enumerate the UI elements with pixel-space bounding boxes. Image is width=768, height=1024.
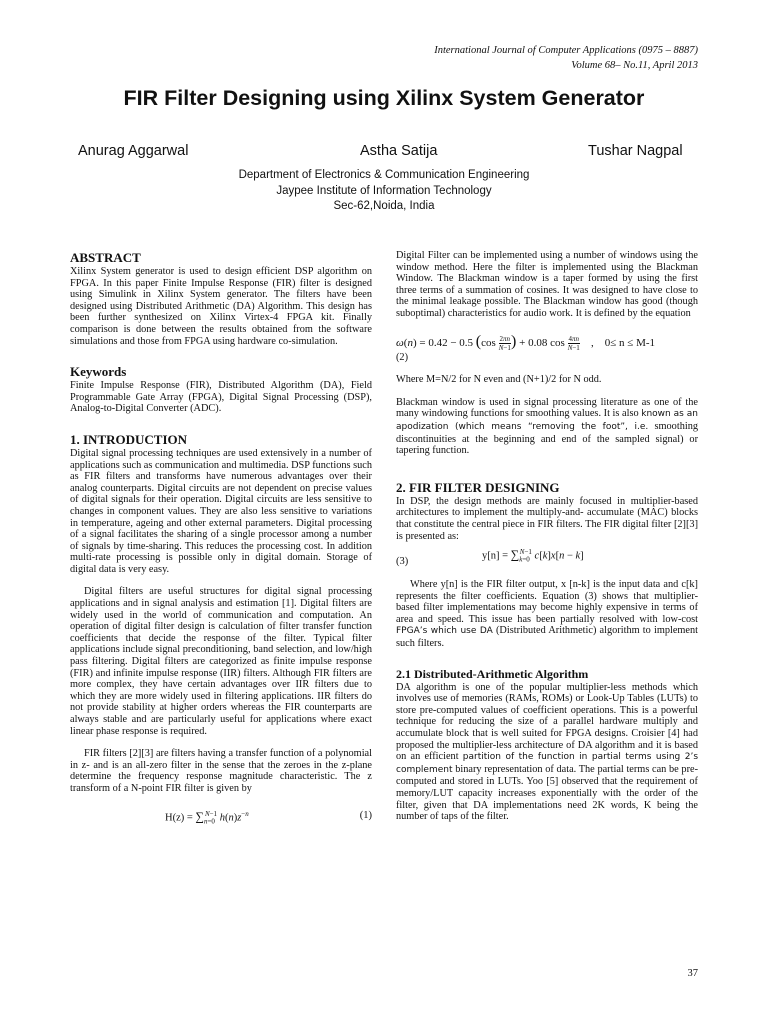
fir-designing-text-b: FPGA’s which use DA bbox=[396, 626, 493, 637]
fir-designing-paragraph-1: In DSP, the design methods are mainly focused in multiplier-based architectures to implement the multiply-and- accumulate (MAC) blocks that constitute the central piece in FIR filters. The FIR digital filter [2][3] is presented as: bbox=[396, 495, 698, 542]
keywords-heading: Keywords bbox=[70, 364, 127, 380]
equation-3-formula: $y[n] = \sum_{k=0}^{N-1}$ c[k]x[n − k] bbox=[482, 547, 584, 564]
affiliation bbox=[0, 168, 768, 215]
fir-designing-paragraph-2 bbox=[396, 579, 698, 650]
journal-volume: Volume 68– No.11, April 2013 bbox=[571, 60, 698, 71]
left-column bbox=[70, 250, 372, 826]
blackman-usage-text-c: smoothing discontinuities at the beginning and end of the sampled signal) or tapering function. bbox=[396, 420, 698, 457]
introduction-paragraph-2: Digital filters are useful structures for digital signal processing applications and in signal analysis and estimation [1]. Digital filters are widely used in the world of communication and computation. An operation of digital filter design is calculation of filter transfer function coefficients that decide the response of the filter. Typical filter applications include signal preconditioning, band selection, and low/high pass filtering. Digital filters are categorized as finite impulse response (FIR) and infinite impulse response (IIR) filters. Although FIR filters are more complex, they have certain advantages over IIR filters due to which they are more widely used in filtering applications. IIR filters do not provide stability at higher orders whereas the FIR counterparts are always stable and are particularly useful for applications where exact linear phase response is required. bbox=[70, 586, 372, 737]
paper-title: FIR Filter Designing using Xilinx System Generator bbox=[123, 86, 645, 110]
equation-1-number: (1) bbox=[359, 809, 372, 821]
blackman-usage-text-a: Blackman window is used in signal processing literature as one of the many windowing functions for smoothing values. It is also bbox=[396, 396, 698, 420]
affiliation-address: Sec-62,Noida, India bbox=[333, 200, 435, 212]
introduction-heading: 1. INTRODUCTION bbox=[70, 431, 188, 447]
right-column bbox=[396, 250, 698, 823]
da-algorithm-text-c: binary representation of data. The partial terms can be pre-computed and stored in LUTs. Yoo [5] observed that the requirement of memory/LUT capacity increases exponentially with the order of the filter, given that DA implementations need 2K words, K being the number of taps of the filter. bbox=[396, 763, 698, 823]
where-m-text: Where M=N/2 for N even and (N+1)/2 for N odd. bbox=[396, 374, 602, 386]
journal-header bbox=[434, 43, 698, 73]
equation-2: ω(n) = 0.42 − 0.5 (cos $\frac{2\pi n}{N-1}$ ) + 0.08 cos $\frac{4\pi n}{N-1}$ , 0≤ n ≤ M-1 bbox=[396, 332, 656, 352]
fir-designing-text-a: Where y[n] is the FIR filter output, x [n-k] is the input data and c[k] represents the filter coefficients. Equation (3) shows that multiplier-based filter implementations may become highly expensive in terms of area and speed. This issue has been partially resolved with low-cost bbox=[396, 579, 698, 625]
introduction-paragraph-3: FIR filters [2][3] are filters having a transfer function of a polynomial in z- and is an all-zero filter in the sense that the zeroes in the z-plane determine the frequency response magnitude characteristic. The z transform of a N-point FIR filter is given by bbox=[70, 748, 372, 794]
keywords-text: Finite Impulse Response (FIR), Distributed Algorithm (DA), Field Programmable Gate Array (FPGA), Digital Signal Processing (DSP), Analog-to-Digital Converter (ADC). bbox=[70, 380, 372, 415]
author-3: Tushar Nagpal bbox=[588, 143, 683, 159]
author-2: Astha Satija bbox=[360, 143, 438, 159]
da-algorithm-text-b: partition of the function in partial terms using 2’s complement bbox=[396, 752, 699, 775]
blackman-usage-text-b: known as an apodization (which means “removing the foot”, i.e. bbox=[396, 409, 698, 432]
page-number: 37 bbox=[687, 968, 698, 979]
introduction-paragraph-1: Digital signal processing techniques are used extensively in a number of applications such as communication and multimedia. DSP functions such as FIR filters and transforms have numerous advantages over their analog counterparts. Digital circuits are not dependent on precise values of digital signals for their operation. Digital circuits are less sensitive to changes in component values. They are also less sensitive to variations in temperature, ageing and other external parameters. Digital processing of a signal facilitates the sharing of a single processor among a number of signals by time-sharing. This reduces the processing cost. In addition multi-rate processing is possible only in digital domain. Storage of digital data is very easy. bbox=[70, 447, 372, 575]
da-algorithm-text-a: DA algorithm is one of the popular multiplier-less methods which involves use of memories (RAMs, ROMs) or Look-Up Tables (LUTs) to store pre-computed values of coefficient operations. This is a powerful technique for reducing the size of a parallel hardware multiply and accumulate block that is well suited for FPGA designs. Croisier [4] had proposed the multiplier-less architecture of DA algorithm and it is based on an efficient bbox=[396, 681, 698, 763]
equation-1 bbox=[70, 806, 372, 826]
author-1: Anurag Aggarwal bbox=[78, 143, 189, 159]
affiliation-institute: Jaypee Institute of Information Technology bbox=[276, 184, 492, 197]
da-algorithm-paragraph bbox=[396, 682, 698, 823]
abstract-heading: ABSTRACT bbox=[70, 250, 141, 265]
da-algorithm-heading: 2.1 Distributed-Arithmetic Algorithm bbox=[396, 666, 589, 681]
blackman-usage-paragraph bbox=[396, 397, 698, 457]
affiliation-department: Department of Electronics & Communication Engineering bbox=[238, 169, 530, 181]
journal-name: International Journal of Computer Applications (0975 – 8887) bbox=[434, 45, 698, 56]
equation-3-number: (3) bbox=[396, 556, 409, 568]
equation-3 bbox=[396, 542, 698, 568]
fir-designing-heading: 2. FIR FILTER DESIGNING bbox=[396, 479, 560, 495]
equation-1-formula: $H(z) = \sum_{n=0}^{N-1}$ $h(n)z^{-n}$ bbox=[165, 809, 249, 826]
abstract-text: Xilinx System generator is used to design efficient DSP algorithm on FPGA. In this paper Finite Impulse Response (FIR) filter is designed using Simulink in Xilinx System generator. The filters have been designed using Distributed Arithmetic (DA) Algorithm. This design has been further synthesized on Xilinx Virtex-4 FPGA kit. Finally comparison is done between the results obtained from the software simulations and those from FPGA using hardware co-simulation. bbox=[70, 266, 372, 347]
blackman-paragraph: Digital Filter can be implemented using a number of windows using the window method. Here the filter is implemented using the Blackman Window. The Blackman window is a taper formed by using the first three terms of a summation of cosines. It was designed to have close to the minimal leakage possible. The Blackman window has good (though suboptimal) characteristics for audio work. It is defined by the equation bbox=[396, 250, 698, 319]
equation-2-range: 0≤ n ≤ M-1 bbox=[604, 336, 656, 349]
equation-2-number: (2) bbox=[396, 351, 409, 363]
fir-designing-text-c: (Distributed Arithmetic) algorithm to implement such filters. bbox=[396, 625, 699, 650]
